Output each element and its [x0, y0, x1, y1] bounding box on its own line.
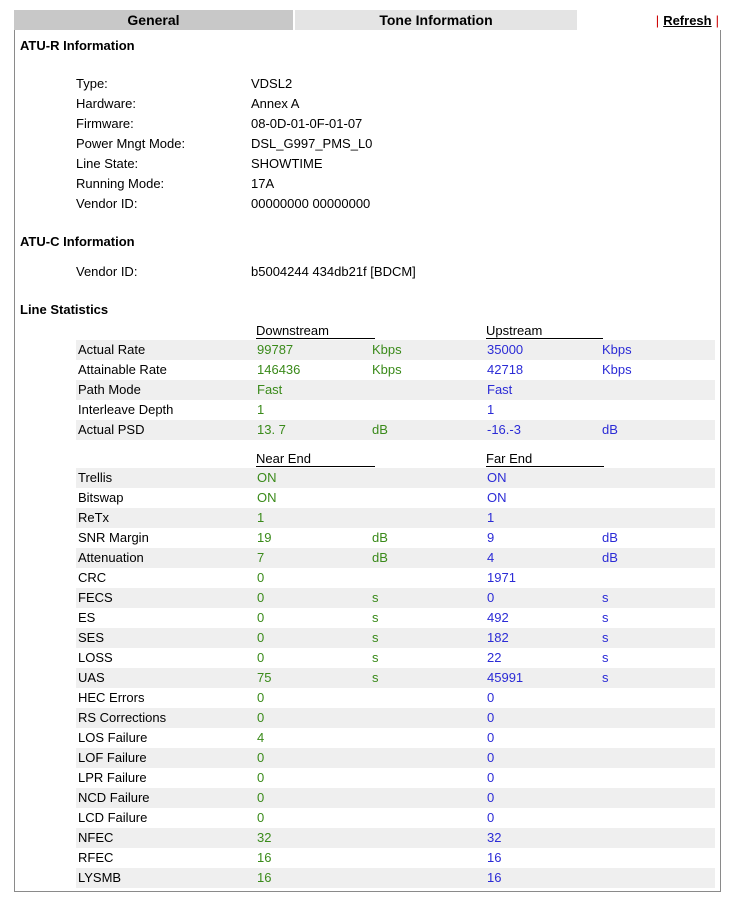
- upstream-value: 9: [487, 530, 495, 545]
- downstream-value: 16: [257, 850, 272, 865]
- downstream-unit: s: [372, 670, 379, 685]
- stat-row: [76, 588, 715, 608]
- downstream-value: 7: [257, 550, 265, 565]
- atur-field-label: Running Mode:: [76, 176, 165, 191]
- stat-label: HEC Errors: [78, 690, 145, 705]
- upstream-value: Fast: [487, 382, 513, 397]
- upstream-value: 0: [487, 750, 495, 765]
- downstream-unit: Kbps: [372, 362, 402, 377]
- upstream-value: 16: [487, 850, 502, 865]
- atur-field-value: 00000000 00000000: [251, 196, 371, 211]
- downstream-value: 4: [257, 730, 265, 745]
- upstream-unit: s: [602, 670, 609, 685]
- upstream-unit: Kbps: [602, 342, 632, 357]
- stat-row: [76, 468, 715, 488]
- upstream-value: 0: [487, 730, 495, 745]
- downstream-unit: dB: [372, 530, 388, 545]
- atuc-section-title: ATU-C Information: [20, 234, 135, 249]
- tab-general[interactable]: General: [14, 10, 293, 30]
- stat-row: [76, 688, 715, 708]
- downstream-value: 0: [257, 790, 265, 805]
- downstream-value: 0: [257, 610, 265, 625]
- atur-field-value: Annex A: [251, 96, 300, 111]
- downstream-value: 0: [257, 690, 265, 705]
- stat-row: [76, 420, 715, 440]
- stat-label: RS Corrections: [78, 710, 167, 725]
- upstream-value: 1: [487, 402, 495, 417]
- stat-row: [76, 748, 715, 768]
- stat-label: NCD Failure: [78, 790, 150, 805]
- downstream-value: ON: [257, 470, 277, 485]
- upstream-value: 1: [487, 510, 495, 525]
- downstream-unit: s: [372, 650, 379, 665]
- atur-field-label: Hardware:: [76, 96, 136, 111]
- atur-field-value: 17A: [251, 176, 275, 191]
- upstream-unit: s: [602, 610, 609, 625]
- downstream-value: 0: [257, 810, 265, 825]
- downstream-header: Downstream: [256, 323, 375, 339]
- upstream-value: -16.-3: [487, 422, 521, 437]
- upstream-unit: s: [602, 590, 609, 605]
- downstream-value: 16: [257, 870, 272, 885]
- atur-field-label: Vendor ID:: [76, 196, 138, 211]
- separator: |: [655, 13, 660, 28]
- upstream-value: 32: [487, 830, 502, 845]
- stat-label: Attenuation: [78, 550, 144, 565]
- stat-label: Actual Rate: [78, 342, 146, 357]
- upstream-header: Upstream: [486, 323, 603, 339]
- stat-label: ES: [78, 610, 96, 625]
- downstream-value: 0: [257, 590, 265, 605]
- line-stats-section-title: Line Statistics: [20, 302, 109, 317]
- stat-label: LOS Failure: [78, 730, 148, 745]
- stat-row: [76, 768, 715, 788]
- refresh-link[interactable]: Refresh: [663, 13, 712, 28]
- upstream-value: 22: [487, 650, 502, 665]
- upstream-value: 4: [487, 550, 495, 565]
- atur-field-label: Power Mngt Mode:: [76, 136, 186, 151]
- info-panel: [14, 30, 721, 892]
- stat-label: LPR Failure: [78, 770, 147, 785]
- stat-label: UAS: [78, 670, 105, 685]
- tab-bar: [14, 10, 721, 30]
- stat-row: [76, 668, 715, 688]
- stat-row: [76, 340, 715, 360]
- stat-label: LOF Failure: [78, 750, 147, 765]
- atur-field-label: Line State:: [76, 156, 139, 171]
- stat-row: [76, 808, 715, 828]
- separator: |: [715, 13, 719, 28]
- upstream-unit: s: [602, 650, 609, 665]
- downstream-value: 0: [257, 630, 265, 645]
- downstream-value: 0: [257, 770, 265, 785]
- stat-row: [76, 848, 715, 868]
- stat-row: [76, 628, 715, 648]
- downstream-value: 99787: [257, 342, 294, 357]
- stat-row: [76, 708, 715, 728]
- near-end-header: Near End: [256, 451, 375, 467]
- stat-label: Interleave Depth: [78, 402, 174, 417]
- stat-row: [76, 648, 715, 668]
- downstream-value: 75: [257, 670, 272, 685]
- upstream-value: 0: [487, 770, 495, 785]
- upstream-unit: dB: [602, 550, 618, 565]
- downstream-value: 32: [257, 830, 272, 845]
- far-end-header: Far End: [486, 451, 604, 467]
- atur-section-title: ATU-R Information: [20, 38, 135, 53]
- stat-label: SES: [78, 630, 105, 645]
- downstream-unit: s: [372, 630, 379, 645]
- upstream-value: ON: [487, 490, 507, 505]
- upstream-value: 0: [487, 710, 495, 725]
- upstream-value: 1971: [487, 570, 516, 585]
- refresh-area: [656, 10, 719, 30]
- downstream-unit: Kbps: [372, 342, 402, 357]
- upstream-value: 0: [487, 790, 495, 805]
- stat-row: [76, 828, 715, 848]
- upstream-value: ON: [487, 470, 507, 485]
- downstream-value: 146436: [257, 362, 301, 377]
- upstream-value: 35000: [487, 342, 524, 357]
- stat-row: [76, 788, 715, 808]
- downstream-unit: s: [372, 610, 379, 625]
- stat-row: [76, 568, 715, 588]
- stat-row: [76, 728, 715, 748]
- atur-field-value: SHOWTIME: [251, 156, 323, 171]
- upstream-value: 0: [487, 590, 495, 605]
- stat-label: LOSS: [78, 650, 113, 665]
- atuc-field-label: Vendor ID:: [76, 264, 138, 279]
- stat-label: Trellis: [78, 470, 113, 485]
- atur-field-value: VDSL2: [251, 76, 293, 91]
- downstream-value: 1: [257, 402, 265, 417]
- atur-field-value: DSL_G997_PMS_L0: [251, 136, 373, 151]
- downstream-value: 13. 7: [257, 422, 286, 437]
- downstream-unit: dB: [372, 422, 388, 437]
- upstream-value: 0: [487, 690, 495, 705]
- upstream-unit: Kbps: [602, 362, 632, 377]
- downstream-unit: dB: [372, 550, 388, 565]
- downstream-value: 0: [257, 570, 265, 585]
- upstream-unit: dB: [602, 530, 618, 545]
- downstream-value: Fast: [257, 382, 283, 397]
- stat-row: [76, 528, 715, 548]
- upstream-value: 492: [487, 610, 509, 625]
- stat-label: FECS: [78, 590, 113, 605]
- stat-row: [76, 608, 715, 628]
- upstream-value: 0: [487, 810, 495, 825]
- stat-label: NFEC: [78, 830, 114, 845]
- upstream-unit: dB: [602, 422, 618, 437]
- stat-row: [76, 400, 715, 420]
- stat-row: [76, 508, 715, 528]
- atur-field-value: 08-0D-01-0F-01-07: [251, 116, 363, 131]
- upstream-value: 42718: [487, 362, 524, 377]
- downstream-value: 1: [257, 510, 265, 525]
- upstream-value: 182: [487, 630, 509, 645]
- atur-field-label: Firmware:: [76, 116, 134, 131]
- stat-row: [76, 868, 715, 888]
- downstream-value: 0: [257, 710, 265, 725]
- stat-label: Bitswap: [78, 490, 124, 505]
- stat-label: LCD Failure: [78, 810, 148, 825]
- downstream-value: 19: [257, 530, 272, 545]
- upstream-value: 16: [487, 870, 502, 885]
- stat-label: SNR Margin: [78, 530, 149, 545]
- downstream-unit: s: [372, 590, 379, 605]
- stat-row: [76, 380, 715, 400]
- stat-label: CRC: [78, 570, 107, 585]
- stat-label: RFEC: [78, 850, 114, 865]
- stat-label: Path Mode: [78, 382, 141, 397]
- tab-tone-information[interactable]: Tone Information: [295, 10, 577, 30]
- stat-label: Actual PSD: [78, 422, 145, 437]
- downstream-value: ON: [257, 490, 277, 505]
- atur-field-label: Type:: [76, 76, 108, 91]
- stat-label: ReTx: [78, 510, 110, 525]
- downstream-value: 0: [257, 750, 265, 765]
- stat-row: [76, 360, 715, 380]
- stat-label: Attainable Rate: [78, 362, 167, 377]
- atuc-field-value: b5004244 434db21f [BDCM]: [251, 264, 416, 279]
- upstream-value: 45991: [487, 670, 524, 685]
- stat-row: [76, 488, 715, 508]
- downstream-value: 0: [257, 650, 265, 665]
- upstream-unit: s: [602, 630, 609, 645]
- stat-row: [76, 548, 715, 568]
- stat-label: LYSMB: [78, 870, 122, 885]
